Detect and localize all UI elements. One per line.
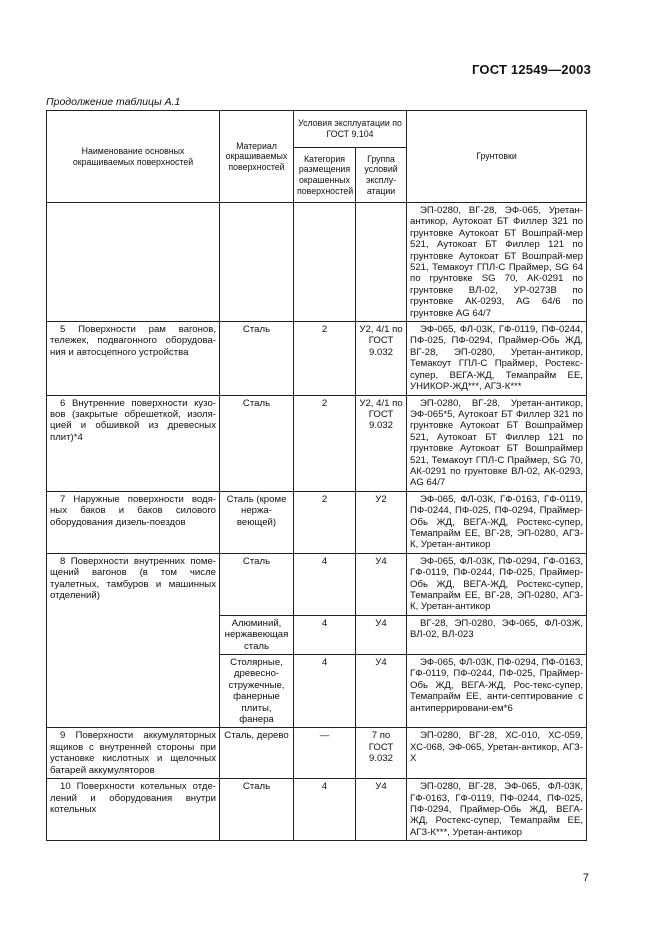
table-row — [47, 203, 587, 322]
cell-category: 2 — [294, 395, 356, 491]
cell-material: Сталь, дерево — [220, 728, 294, 779]
cell-group: 7 по ГОСТ 9.032 — [356, 728, 407, 779]
header-surface-name: Наименование основных окрашиваемых поверхностей — [47, 111, 220, 203]
cell-group: У4 — [356, 553, 407, 615]
cell-primers: ЭФ-065, ФЛ-03К, ПФ-0294, ПФ-0163, ГФ-0119, ПФ-0244, ПФ-025, Праймер-Обь ЖД, ВЕГА-ЖД, Рос-текс-супер, Темапрайм ЕЕ, анти-септирование с антиперрировани-ем*6 — [407, 655, 587, 728]
header-primers: Грунтовки — [407, 111, 587, 203]
cell-primers: ЭФ-065, ФЛ-03К, ПФ-0294, ГФ-0163, ГФ-0119, ПФ-0244, ПФ-025, Праймер-Обь ЖД, ВЕГА-ЖД, Ростекс-супер, Темапрайм ЕЕ, ВГ-28, ЭП-0280, АГЗ-К, Уретан-антикор — [407, 553, 587, 615]
cell-primers: ЭП-0280, ВГ-28, Уретан-антикор, ЭФ-065*5, Аутокоат БТ Филлер 321 по грунтовке Аутокоат БТ Вошпраймер 521, Аутокоат БТ Филлер 121 по грунтовке Аутокоат БТ Вошпраймер 521, Темакоут ГПЛ-С Праймер, SG 70, АК-0291 по грунтовке ВЛ-02, АК-0293, AG 64/7 — [407, 395, 587, 491]
cell-material — [220, 203, 294, 322]
cell-name: 5 Поверхности рам вагонов, тележек, подвагонного оборудова-ния и автосцепного устройства — [47, 322, 220, 395]
cell-name: 9 Поверхности аккумуляторных ящиков с внутренней стороны при установке кислотных и щелочных батарей аккумуляторов — [47, 728, 220, 779]
cell-category: 2 — [294, 322, 356, 395]
cell-category: 2 — [294, 491, 356, 553]
cell-primers: ЭП-0280, ВГ-28, ЭФ-065, ФЛ-03К, ГФ-0163, ГФ-0119, ПФ-0244, ПФ-025, ПФ-0294, Праймер-Обь ЖД, ВЕГА-ЖД, Ростекс-супер, Темапрайм ЕЕ, АГЗ-К***, Уретан-антикор — [407, 779, 587, 841]
cell-group: У2, 4/1 по ГОСТ 9.032 — [356, 395, 407, 491]
cell-group: У4 — [356, 615, 407, 654]
cell-group: У4 — [356, 655, 407, 728]
table-row — [47, 491, 587, 553]
table-row — [47, 553, 587, 615]
cell-primers: ВГ-28, ЭП-0280, ЭФ-065, ФЛ-03Ж, ВЛ-02, ВЛ-023 — [407, 615, 587, 654]
cell-name — [47, 203, 220, 322]
cell-category: 4 — [294, 553, 356, 615]
header-operating-group: Группа условий эксплу-атации — [356, 148, 407, 203]
cell-category: 4 — [294, 655, 356, 728]
cell-material: Столярные, древесно-стружечные, фанерные плиты, фанера — [220, 655, 294, 728]
primers-table — [46, 110, 587, 841]
cell-category — [294, 203, 356, 322]
cell-material: Алюминий, нержавеющая сталь — [220, 615, 294, 654]
cell-material: Сталь (кроме нержа-веющей) — [220, 491, 294, 553]
cell-name: 10 Поверхности котельных отде-лений и оборудования внутри котельных — [47, 779, 220, 841]
cell-primers: ЭФ-065, ФЛ-03К, ГФ-0163, ГФ-0119, ПФ-0244, ПФ-025, ПФ-0294, Праймер-Обь ЖД, ВЕГА-ЖД, Ростекс-супер, Темапрайм ЕЕ, ВГ-28, ЭП-0280, АГЗ-К, Уретан-антикор — [407, 491, 587, 553]
table-row — [47, 395, 587, 491]
table-row — [47, 322, 587, 395]
table-row — [47, 728, 587, 779]
cell-primers: ЭП-0280, ВГ-28, ЭФ-065, Уретан-антикор, Аутокоат БТ Филлер 321 по грунтовке Аутокоат БТ Вошпрай-мер 521, Аутокоат БТ Филлер 121 по грунтовке Аутокоат БТ Вошпрай-мер 521, Темакоут ГПЛ-С Праймер, SG 64 по грунтовке SG 70, АК-0291 по грунтовке ВЛ-02, УР-0273В по грунтовке АК-0293, AG 64/6 по грунтовке AG 64/7 — [407, 203, 587, 322]
table-row — [47, 779, 587, 841]
table-continuation-caption: Продолжение таблицы А.1 — [46, 96, 181, 108]
header-material: Материал окрашиваемых поверхностей — [220, 111, 294, 203]
cell-name: 7 Наружные поверхности водя-ных баков и баков силового оборудования дизель-поездов — [47, 491, 220, 553]
cell-group — [356, 203, 407, 322]
header-conditions: Условия эксплуатации по ГОСТ 9.104 — [294, 111, 407, 148]
cell-group: У2, 4/1 по ГОСТ 9.032 — [356, 322, 407, 395]
cell-material: Сталь — [220, 322, 294, 395]
table-header-row — [47, 111, 587, 148]
header-placement-category: Категория размещения окрашенных поверхностей — [294, 148, 356, 203]
page-number: 7 — [582, 872, 589, 884]
cell-material: Сталь — [220, 395, 294, 491]
cell-primers: ЭП-0280, ВГ-28, ХС-010, ХС-059, ХС-068, ЭФ-065, Уретан-антикор, АГЗ-Х — [407, 728, 587, 779]
cell-primers: ЭФ-065, ФЛ-03К, ГФ-0119, ПФ-0244, ПФ-025, ПФ-0294, Праймер-Обь ЖД, ВГ-28, ЭП-0280, Уретан-антикор, Темакоут ГПЛ-С Праймер, Ростекс-супер, ВЕГА-ЖД, Темапрайм ЕЕ, УНИКОР-ЖД***, АГЗ-К*** — [407, 322, 587, 395]
cell-category: — — [294, 728, 356, 779]
cell-category: 4 — [294, 615, 356, 654]
cell-material: Сталь — [220, 553, 294, 615]
cell-group: У2 — [356, 491, 407, 553]
cell-name: 8 Поверхности внутренних поме-щений вагонов (в том числе туалетных, тамбуров и машинных отделений) — [47, 553, 220, 728]
cell-name: 6 Внутренние поверхности кузо-вов (закрытые обрешеткой, изоля-цией и обшивкой из древесных плит)*4 — [47, 395, 220, 491]
cell-category: 4 — [294, 779, 356, 841]
document-code: ГОСТ 12549—2003 — [472, 62, 591, 77]
cell-material: Сталь — [220, 779, 294, 841]
cell-group: У4 — [356, 779, 407, 841]
